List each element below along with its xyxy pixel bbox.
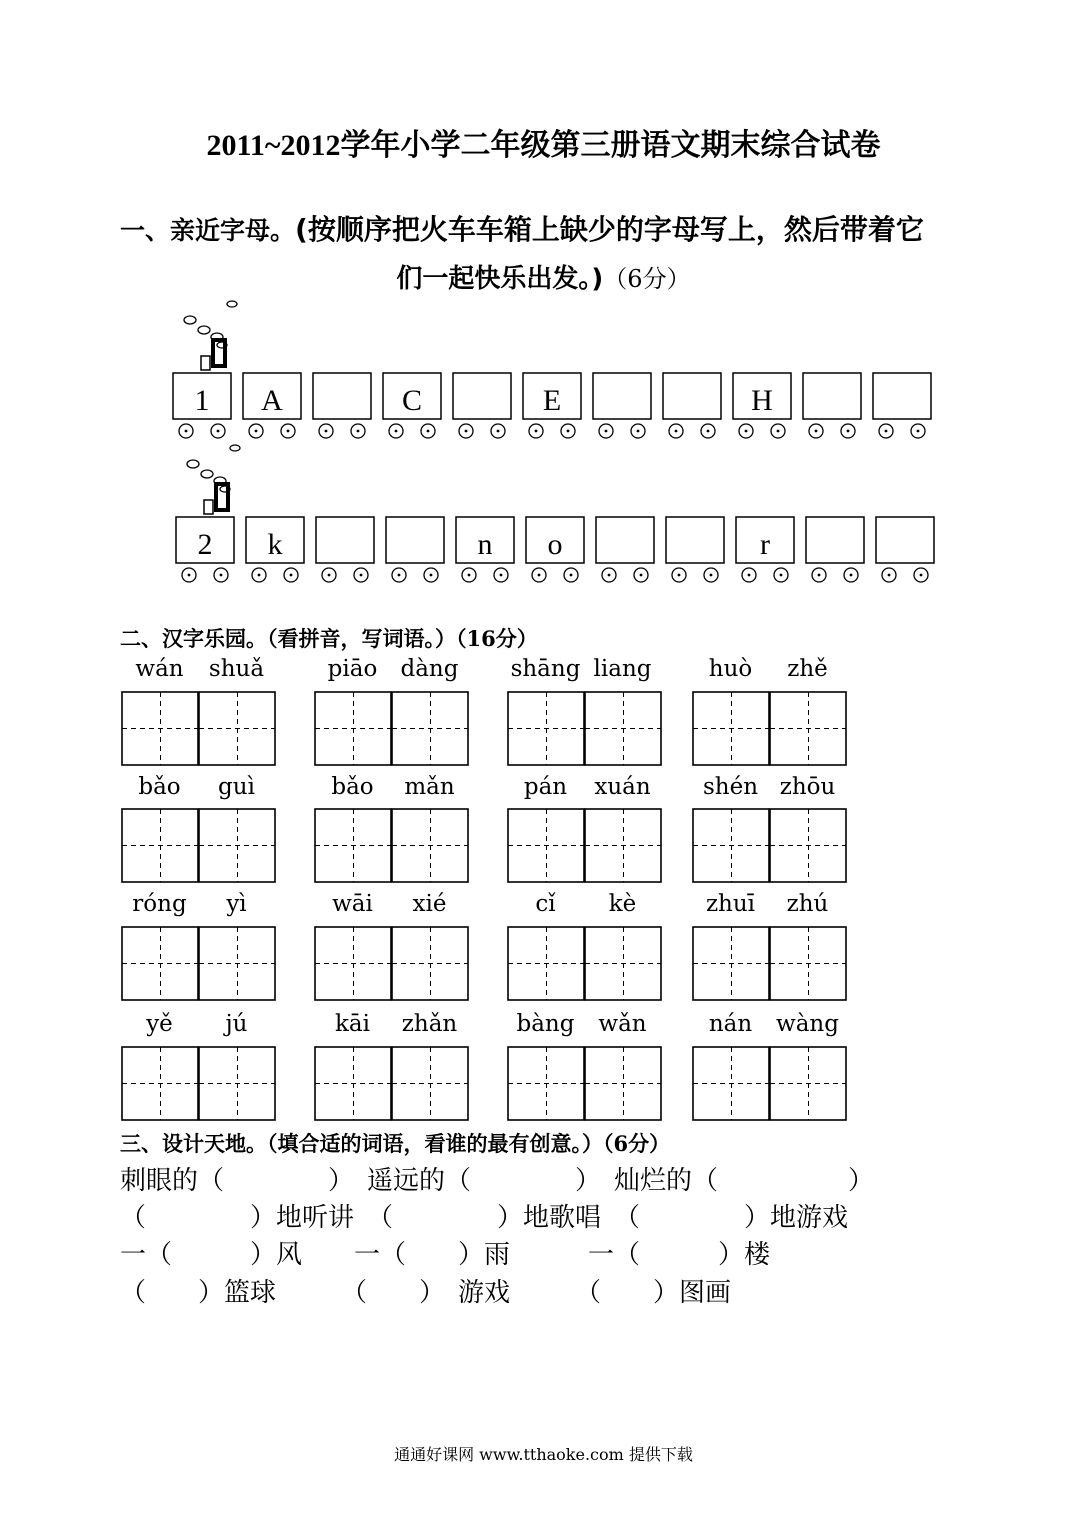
writing-grid[interactable]: [507, 691, 663, 766]
wheel-hub: [427, 430, 430, 433]
car-letter: k: [267, 528, 283, 561]
pinyin-syllable: zhě: [787, 656, 828, 682]
writing-grid[interactable]: [507, 926, 663, 1001]
wheel-hub: [500, 574, 503, 577]
writing-grid[interactable]: [121, 1046, 277, 1121]
q3-line-2[interactable]: （ ）地听讲 （ ）地歌唱 （ ）地游戏: [120, 1203, 849, 1233]
wheel-hub: [465, 430, 468, 433]
pinyin-syllable: nán: [708, 1011, 753, 1037]
train-car[interactable]: [663, 373, 721, 419]
pinyin-syllable: huò: [708, 656, 753, 682]
wheel-hub: [847, 430, 850, 433]
wheel-hub: [637, 430, 640, 433]
writing-grid[interactable]: [314, 1046, 470, 1121]
q3-line-3[interactable]: 一（ ）风 一（ ）雨 一（ ）楼: [120, 1240, 771, 1270]
train-car[interactable]: [316, 517, 374, 563]
pinyin-syllable: jú: [225, 1011, 248, 1037]
pinyin-syllable: liang: [593, 656, 652, 682]
car-letter: r: [760, 528, 770, 561]
chimney-small: [201, 356, 210, 370]
car-letter: 1: [194, 384, 210, 417]
pinyin-syllable: zhuī: [705, 891, 756, 917]
writing-grid[interactable]: [692, 808, 848, 883]
q1-points: （6分）: [603, 265, 691, 293]
wheel-hub: [640, 574, 643, 577]
wheel-hub: [605, 430, 608, 433]
wheel-hub: [885, 430, 888, 433]
writing-grid[interactable]: [692, 1046, 848, 1121]
car-letter: C: [401, 384, 423, 417]
wheel-hub: [357, 430, 360, 433]
pinyin-syllable: shuǎ: [208, 656, 265, 682]
train-car[interactable]: [453, 373, 511, 419]
writing-grid[interactable]: [692, 691, 848, 766]
wheel-hub: [567, 430, 570, 433]
wheel-hub: [850, 574, 853, 577]
pinyin-syllable: zhǎn: [401, 1011, 458, 1037]
wheel-hub: [748, 574, 751, 577]
wheel-hub: [217, 430, 220, 433]
wheel-hub: [710, 574, 713, 577]
pinyin-syllable: zhú: [786, 891, 829, 917]
pinyin-syllable: pán: [523, 774, 568, 800]
q1-instruction-b: 们一起快乐出发。): [396, 264, 604, 294]
q2-heading: 二、汉字乐园。（看拼音，写词语。）（16分）: [120, 626, 538, 651]
wheel-hub: [220, 574, 223, 577]
wheel-hub: [570, 574, 573, 577]
wheel-hub: [430, 574, 433, 577]
wheel-hub: [920, 574, 923, 577]
pinyin-syllable: bǎo: [138, 774, 181, 800]
wheel-hub: [917, 430, 920, 433]
car-letter: o: [547, 528, 563, 561]
wheel-hub: [535, 430, 538, 433]
q1-instruction-a: (按顺序把火车车箱上缺少的字母写上，然后带着它: [295, 213, 924, 246]
train-car[interactable]: [386, 517, 444, 563]
pinyin-syllable: xié: [412, 891, 447, 917]
wheel-hub: [360, 574, 363, 577]
pinyin-syllable: shén: [702, 774, 759, 800]
pinyin-syllable: wán: [135, 656, 184, 682]
wheel-hub: [287, 430, 290, 433]
wheel-hub: [290, 574, 293, 577]
writing-grid[interactable]: [121, 808, 277, 883]
wheel-hub: [468, 574, 471, 577]
pinyin-syllable: bàng: [516, 1011, 575, 1037]
footer-source: 通通好课网 www.tthaoke.com 提供下载: [394, 1445, 693, 1464]
wheel-hub: [497, 430, 500, 433]
writing-grid[interactable]: [507, 1046, 663, 1121]
train-car[interactable]: [873, 373, 931, 419]
writing-grid[interactable]: [314, 926, 470, 1001]
car-letter: n: [477, 528, 493, 561]
writing-grid[interactable]: [314, 808, 470, 883]
pinyin-syllable: wǎn: [598, 1011, 647, 1037]
pinyin-syllable: bǎo: [331, 774, 374, 800]
pinyin-syllable: yì: [226, 891, 247, 917]
page-title: 2011~2012学年小学二年级第三册语文期末综合试卷: [206, 129, 881, 162]
car-letter: 2: [197, 528, 213, 561]
train-figure: [0, 0, 1087, 620]
wheel-hub: [780, 574, 783, 577]
wheel-hub: [707, 430, 710, 433]
wheel-hub: [538, 574, 541, 577]
pinyin-syllable: wàng: [776, 1011, 839, 1037]
pinyin-syllable: cǐ: [535, 891, 556, 917]
wheel-hub: [398, 574, 401, 577]
wheel-hub: [815, 430, 818, 433]
pinyin-syllable: yě: [146, 1011, 173, 1037]
writing-grid[interactable]: [692, 926, 848, 1001]
pinyin-syllable: dàng: [400, 656, 459, 682]
smoke-puff: [198, 326, 210, 334]
chimney-small: [204, 500, 213, 514]
pinyin-syllable: xuán: [594, 774, 651, 800]
train-car[interactable]: [806, 517, 864, 563]
q3-line-1[interactable]: 刺眼的（ ） 遥远的（ ） 灿烂的（ ）: [120, 1166, 875, 1196]
train-1: [173, 301, 931, 438]
train-car[interactable]: [803, 373, 861, 419]
train-car[interactable]: [313, 373, 371, 419]
pinyin-syllable: zhōu: [779, 774, 836, 800]
pinyin-syllable: shāng: [510, 656, 581, 682]
writing-grid[interactable]: [507, 808, 663, 883]
wheel-hub: [395, 430, 398, 433]
pinyin-syllable: róng: [132, 891, 187, 917]
wheel-hub: [745, 430, 748, 433]
pinyin-syllable: piāo: [327, 656, 378, 682]
smoke-puff: [187, 460, 199, 468]
smoke-puff: [227, 301, 237, 307]
q1-label: 一、亲近字母。: [120, 216, 296, 245]
wheel-hub: [255, 430, 258, 433]
wheel-hub: [888, 574, 891, 577]
wheel-hub: [258, 574, 261, 577]
smoke-puff: [184, 316, 196, 324]
pinyin-syllable: mǎn: [404, 774, 455, 800]
q3-heading: 三、设计天地。（填合适的词语，看谁的最有创意。）（6分）: [120, 1131, 671, 1156]
wheel-hub: [818, 574, 821, 577]
pinyin-syllable: kāi: [334, 1011, 370, 1037]
car-letter: E: [542, 384, 562, 417]
writing-grid[interactable]: [314, 691, 470, 766]
pinyin-syllable: wāi: [332, 891, 373, 917]
writing-grid[interactable]: [121, 691, 277, 766]
wheel-hub: [188, 574, 191, 577]
wheel-hub: [675, 430, 678, 433]
train-car[interactable]: [876, 517, 934, 563]
q3-line-4[interactable]: （ ）篮球 （ ） 游戏 （ ）图画: [120, 1278, 732, 1308]
wheel-hub: [777, 430, 780, 433]
wheel-hub: [325, 430, 328, 433]
train-car[interactable]: [593, 373, 651, 419]
writing-grid[interactable]: [121, 926, 277, 1001]
wheel-hub: [678, 574, 681, 577]
pinyin-syllable: guì: [218, 774, 255, 800]
smoke-puff: [230, 445, 240, 451]
chimney: [216, 484, 228, 510]
train-2: [176, 445, 934, 582]
chimney: [213, 340, 225, 366]
wheel-hub: [608, 574, 611, 577]
train-car[interactable]: [666, 517, 724, 563]
train-car[interactable]: [596, 517, 654, 563]
car-letter: H: [751, 384, 773, 417]
smoke-puff: [201, 470, 213, 478]
pinyin-syllable: kè: [608, 891, 637, 917]
car-letter: A: [261, 384, 283, 417]
wheel-hub: [328, 574, 331, 577]
wheel-hub: [185, 430, 188, 433]
